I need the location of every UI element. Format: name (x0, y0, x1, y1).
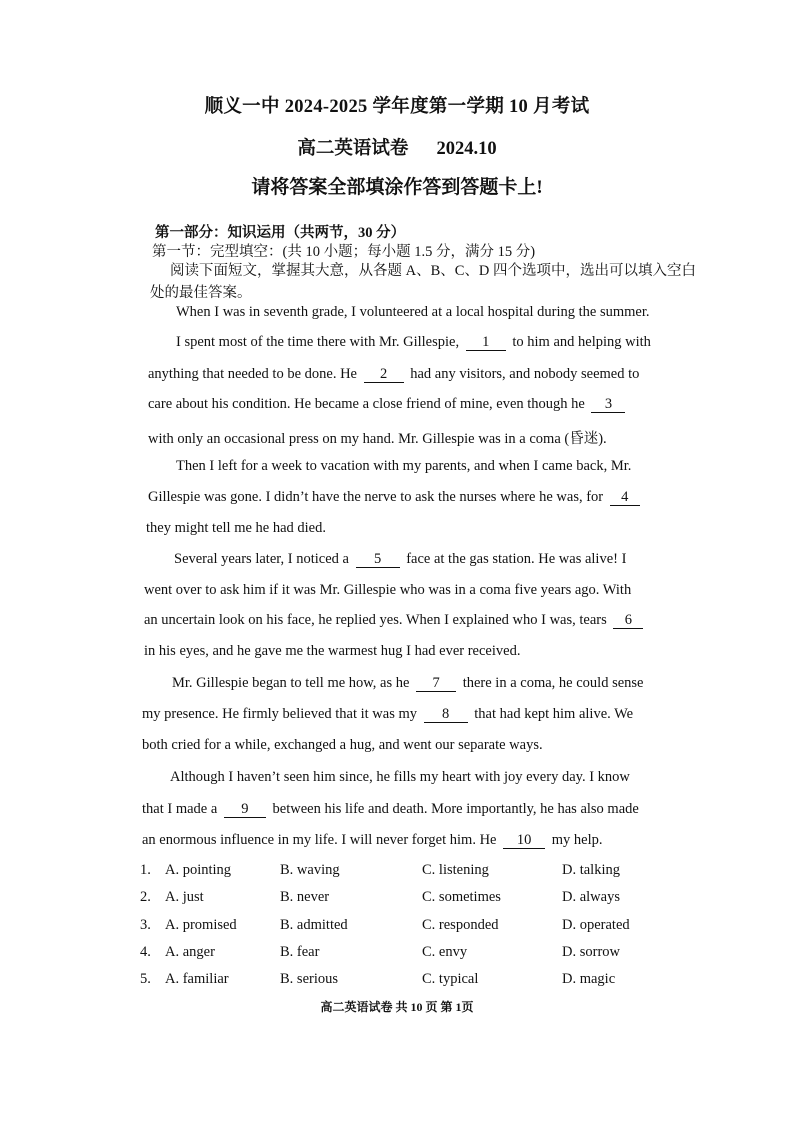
passage-line: went over to ask him if it was Mr. Gillespie who was in a coma five years ago. With (144, 582, 632, 598)
blank-5: 5 (356, 552, 400, 568)
option-b: B. waving (280, 862, 340, 878)
blank-1: 1 (466, 335, 506, 351)
passage-line: my presence. He firmly believed that it was my 8 that had kept him alive. We (142, 706, 634, 722)
passage-line: Then I left for a week to vacation with my parents, and when I came back, Mr. (176, 458, 632, 474)
option-a: A. anger (165, 944, 215, 960)
passage-line: care about his condition. He became a close friend of mine, even though he 3 (148, 396, 628, 413)
option-b: B. never (280, 889, 330, 905)
instruction-text: 阅读下面短文，掌握其大意，从各题 A、B、C、D 四个选项中，选出可以填入空白处的最佳答案。 (150, 263, 697, 301)
passage-line: Mr. Gillespie began to tell me how, as he 7 there in a coma, he could sense (172, 675, 644, 691)
passage-line: anything that needed to be done. He 2 had any visitors, and nobody seemed to (148, 366, 640, 382)
blank-6: 6 (613, 613, 643, 629)
question-number: 2. (140, 889, 151, 905)
passage-line: they might tell me he had died. (146, 520, 326, 536)
option-d: D. operated (562, 917, 630, 933)
option-d: D. magic (562, 971, 616, 987)
blank-2: 2 (364, 367, 404, 383)
passage-line: Several years later, I noticed a 5 face at the gas station. He was alive! I (174, 551, 627, 567)
question-number: 3. (140, 917, 151, 933)
passage-line: that I made a 9 between his life and death. More importantly, he has also made (142, 801, 639, 817)
passage-line: in his eyes, and he gave me the warmest hug I had ever received. (144, 643, 521, 659)
option-a: A. pointing (165, 862, 232, 878)
answer-notice: 请将答案全部填涂作答到答题卡上! (251, 177, 543, 198)
blank-7: 7 (416, 676, 456, 692)
option-a: A. familiar (165, 971, 229, 987)
option-b: B. admitted (280, 917, 348, 933)
passage-line: Gillespie was gone. I didn’t have the nerve to ask the nurses where he was, for 4 (148, 489, 643, 506)
blank-4: 4 (610, 490, 640, 506)
passage-line: Although I haven’t seen him since, he fills my heart with joy every day. I know (170, 769, 630, 785)
option-c: C. typical (422, 971, 479, 987)
passage-line: an uncertain look on his face, he replied yes. When I explained who I was, tears 6 (144, 612, 646, 629)
blank-10: 10 (503, 833, 545, 849)
subsection-title: 第一节：完型填空：(共 10 小题；每小题 1.5 分，满分 15 分) (152, 244, 536, 260)
option-c: C. sometimes (422, 889, 501, 905)
passage-line: both cried for a while, exchanged a hug, and went our separate ways. (142, 737, 543, 753)
option-b: B. fear (280, 944, 320, 960)
option-a: A. just (165, 889, 204, 905)
question-number: 5. (140, 971, 151, 987)
question-number: 4. (140, 944, 151, 960)
option-d: D. talking (562, 862, 620, 878)
option-c: C. responded (422, 917, 499, 933)
blank-9: 9 (224, 802, 266, 818)
passage-line: When I was in seventh grade, I volunteered at a local hospital during the summer. (176, 304, 650, 320)
page-footer: 高二英语试卷 共 10 页 第 1页 (320, 1000, 474, 1014)
passage-line: an enormous influence in my life. I will never forget him. He 10 my help. (142, 832, 603, 848)
exam-subtitle (0, 134, 794, 160)
part-title: 第一部分：知识运用（共两节，30 分） (155, 225, 406, 241)
paper-date: 2024.10 (436, 139, 497, 159)
option-d: D. sorrow (562, 944, 620, 960)
option-d: D. always (562, 889, 620, 905)
paper-name: 高二英语试卷 (297, 139, 409, 159)
passage-line: with only an occasional press on my hand. Mr. Gillespie was in a coma (昏迷). (148, 431, 607, 447)
question-number: 1. (140, 862, 151, 878)
exam-title: 顺义一中 2024-2025 学年度第一学期 10 月考试 (204, 97, 590, 117)
passage-line: I spent most of the time there with Mr. Gillespie, 1 to him and helping with (176, 334, 651, 350)
blank-8: 8 (424, 707, 468, 723)
option-b: B. serious (280, 971, 338, 987)
blank-3: 3 (591, 397, 625, 413)
option-a: A. promised (165, 917, 237, 933)
option-c: C. listening (422, 862, 489, 878)
option-c: C. envy (422, 944, 468, 960)
